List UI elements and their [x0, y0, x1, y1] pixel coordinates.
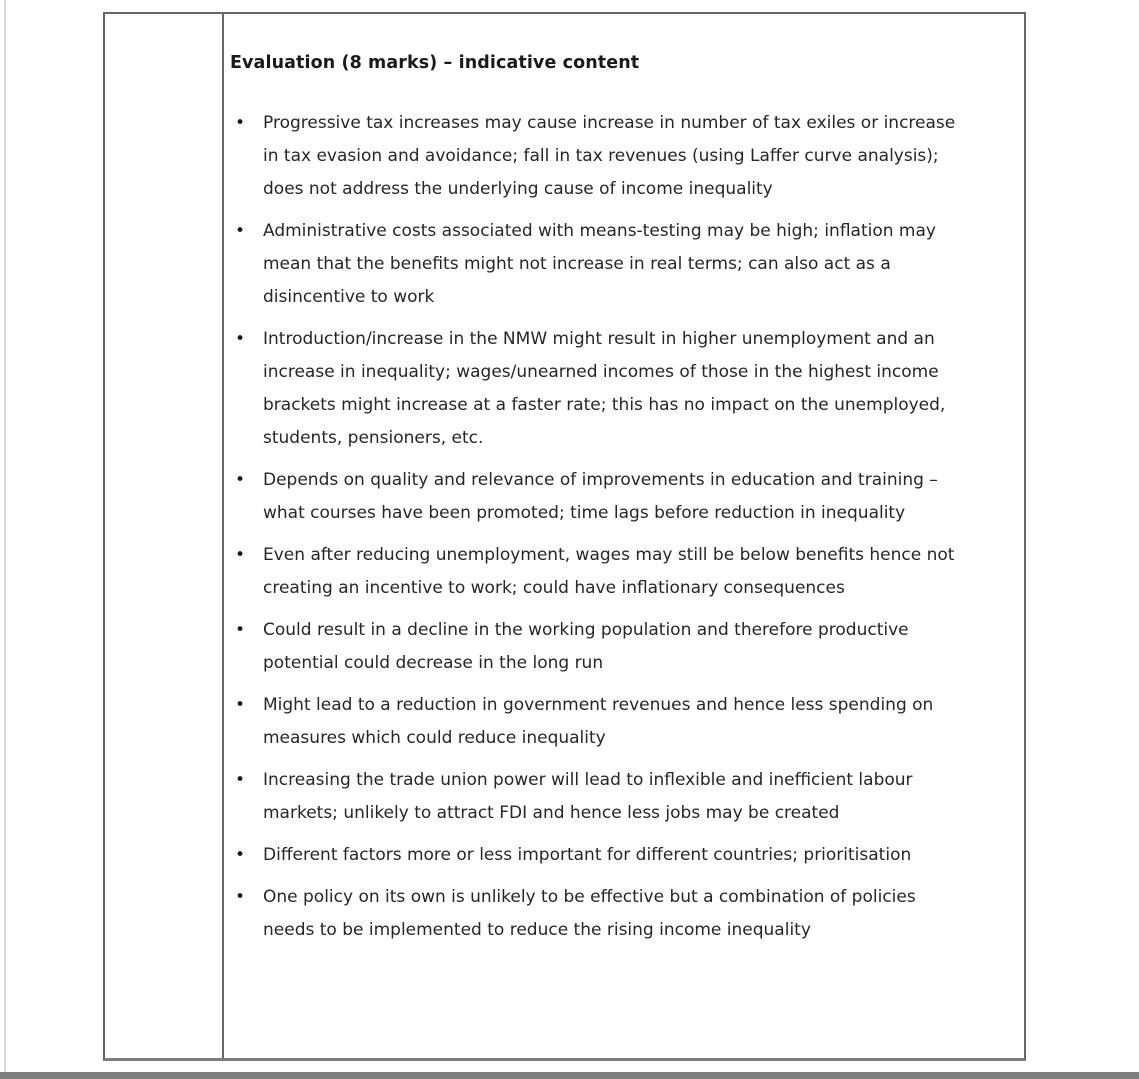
bullet-item: • Even after reducing unemployment, wages may still be below benefits hence not creating an incentive to work; could have inflationary consequences [230, 539, 968, 605]
indicative-content-list [230, 107, 1006, 947]
section-heading: Evaluation (8 marks) – indicative content [230, 53, 640, 73]
bullet-item: • Increasing the trade union power will lead to inflexible and inefficient labour markets; unlikely to attract FDI and hence less jobs may be created [230, 764, 968, 830]
bullet-item: • Depends on quality and relevance of improvements in education and training – what courses have been promoted; time lags before reduction in inequality [230, 464, 968, 530]
bullet-item: • One policy on its own is unlikely to be effective but a combination of policies needs to be implemented to reduce the rising income inequality [230, 881, 968, 947]
mark-scheme-table [103, 12, 1026, 1061]
bullet-item: • Administrative costs associated with means-testing may be high; inflation may mean that the benefits might not increase in real terms; can also act as a disincentive to work [230, 215, 968, 314]
content-column-cell [224, 14, 1024, 1058]
bullet-item: • Might lead to a reduction in government revenues and hence less spending on measures which could reduce inequality [230, 689, 968, 755]
bottom-edge-bar [0, 1072, 1139, 1079]
page-edge-line [4, 0, 6, 1072]
bullet-item: • Progressive tax increases may cause increase in number of tax exiles or increase in tax evasion and avoidance; fall in tax revenues (using Laffer curve analysis); does not address the underlying cause of income inequality [230, 107, 968, 206]
bullet-item: • Different factors more or less important for different countries; prioritisation [230, 839, 968, 872]
bullet-item: • Could result in a decline in the working population and therefore productive potential could decrease in the long run [230, 614, 968, 680]
bullet-item: • Introduction/increase in the NMW might result in higher unemployment and an increase in inequality; wages/unearned incomes of those in the highest income brackets might increase at a faster rate; this has no impact on the unemployed, students, pensioners, etc. [230, 323, 968, 455]
marks-column-cell [105, 14, 224, 1058]
